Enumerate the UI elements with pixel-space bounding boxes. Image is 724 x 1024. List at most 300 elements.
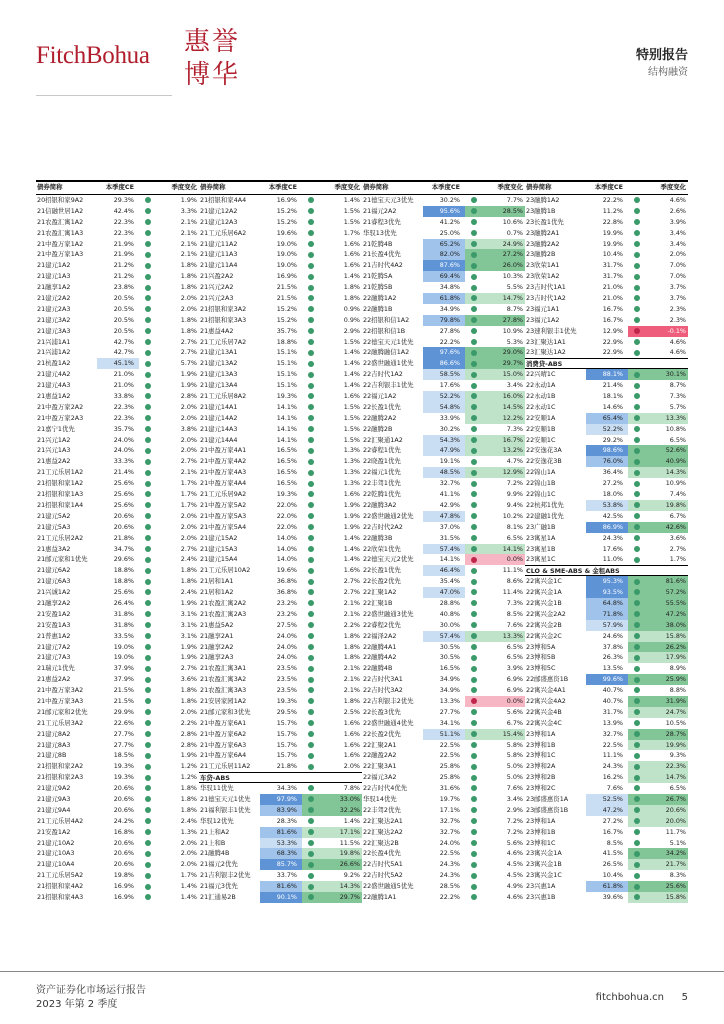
change-text: 8.3% [669, 871, 686, 880]
change-text: 7.2% [506, 816, 523, 825]
change-text: 4.6% [669, 348, 686, 357]
ce-value: 24.0% [113, 435, 134, 444]
quarter-change-value [465, 827, 525, 838]
bond-name: 21招银和家2A2 [37, 762, 84, 771]
ce-value: 15.7% [276, 740, 297, 749]
bond-name: 21兴浦1A2 [37, 348, 71, 357]
change-text: 0.0% [506, 696, 523, 705]
change-text: 2.1% [180, 250, 197, 259]
bond-name: 21建元8A3 [37, 740, 71, 749]
up-indicator-icon [308, 274, 314, 280]
ce-value: 21.0% [602, 294, 623, 303]
ce-value: 10.4% [602, 871, 623, 880]
up-indicator-icon [308, 829, 314, 835]
ce-value: 20.5% [113, 294, 134, 303]
bond-name: 22寓兴金4B [526, 707, 562, 716]
bond-name: 22永动1C [526, 402, 556, 411]
ce-value: 42.5% [602, 511, 623, 520]
bond-name: 21兴元1A3 [37, 446, 71, 455]
ce-value: 22.2% [602, 196, 623, 204]
quarter-change-value [628, 260, 688, 271]
quarter-change-value [139, 718, 199, 729]
change-text: 3.4% [669, 239, 686, 248]
ce-value: 19.8% [113, 871, 134, 880]
up-indicator-icon [634, 481, 640, 487]
quarter-change-value [628, 380, 688, 391]
up-indicator-icon [145, 393, 151, 399]
quarter-change-value [139, 522, 199, 533]
change-text: 1.5% [343, 337, 360, 346]
quarter-change-value [139, 489, 199, 500]
table-row [36, 271, 688, 282]
bond-name: 22欣荣1优先 [363, 544, 401, 553]
ce-value [586, 358, 628, 369]
change-text: 5.0% [506, 773, 523, 782]
bond-name: 21福元2A2 [363, 206, 397, 215]
up-indicator-icon [308, 535, 314, 541]
up-indicator-icon [471, 731, 477, 737]
change-text: 2.8% [180, 729, 197, 738]
up-indicator-icon [145, 383, 151, 389]
change-text: 1.9% [180, 751, 197, 760]
quarter-change-value [628, 631, 688, 642]
table-row [36, 696, 688, 707]
quarter-change-value [302, 249, 362, 260]
bond-name: 21长盈4优先 [363, 250, 401, 259]
ce-value: 35.4% [439, 577, 460, 586]
bond-name: 22吉时代2A2 [363, 522, 403, 531]
ce-value: 15.1% [276, 359, 297, 368]
up-indicator-icon [471, 546, 477, 552]
quarter-change-value [628, 206, 688, 217]
quarter-change-value [302, 195, 362, 206]
ce-value: 21.5% [276, 283, 297, 292]
up-indicator-icon [308, 611, 314, 617]
ce-value: 19.1% [439, 457, 460, 466]
bond-name: 22吉时代3A2 [363, 686, 403, 695]
bond-name: 21建元12A2 [200, 206, 238, 215]
up-indicator-icon [471, 818, 477, 824]
up-indicator-icon [308, 372, 314, 378]
ce-value: 95.6% [423, 206, 465, 217]
up-indicator-icon [145, 197, 151, 203]
ce-value: 34.9% [439, 675, 460, 684]
change-text: 27.8% [502, 315, 523, 324]
ce-value: 27.7% [113, 740, 134, 749]
up-indicator-icon [308, 687, 314, 693]
quarter-change-value [465, 696, 525, 707]
change-text: 13.3% [665, 413, 686, 422]
change-text: 1.8% [343, 642, 360, 651]
ce-value: 19.3% [276, 696, 297, 705]
ce-value: 15.7% [276, 718, 297, 727]
bond-name: 22邮盛惠资1B [526, 675, 569, 684]
bond-name: 23寓星1B [526, 544, 556, 553]
ce-value: 33.8% [113, 392, 134, 401]
ce-value: 20.6% [113, 860, 134, 869]
change-text: 22.3% [665, 762, 686, 771]
quarter-change-value [302, 489, 362, 500]
table-row [36, 794, 688, 805]
bond-name: 21建元3A3 [37, 326, 71, 335]
quarter-change-value [302, 598, 362, 609]
ce-value: 15.1% [276, 348, 297, 357]
bond-name: 21建元14A1 [200, 402, 238, 411]
ce-value: 30.2% [439, 424, 460, 433]
up-indicator-icon [471, 894, 477, 900]
ce-value: 14.1% [276, 402, 297, 411]
change-text: 5.8% [506, 740, 523, 749]
change-text: 6.5% [506, 653, 523, 662]
bond-name: 23福元1A2 [526, 315, 560, 324]
change-text: 2.0% [180, 707, 197, 716]
ce-value: 97.9% [260, 794, 302, 805]
up-indicator-icon [471, 666, 477, 672]
change-text: 28.5% [502, 206, 523, 215]
up-indicator-icon [471, 796, 477, 802]
quarter-change-value [628, 413, 688, 424]
change-text: 13.3% [502, 631, 523, 640]
bond-name: 21吉时代4A2 [363, 261, 403, 270]
ce-value: 65.2% [423, 239, 465, 250]
quarter-change-value [628, 674, 688, 685]
quarter-change-value [139, 740, 199, 751]
up-indicator-icon [308, 862, 314, 868]
footer-website[interactable]: fitchbohua.cn [595, 992, 664, 1003]
report-type-title: 特别报告 [635, 48, 688, 63]
ce-value: 31.6% [439, 784, 460, 793]
ce-value: 19.3% [276, 392, 297, 401]
quarter-change-value [628, 783, 688, 794]
table-row [36, 206, 688, 217]
up-indicator-icon [308, 568, 314, 574]
change-text: 15.8% [665, 631, 686, 640]
quarter-change-value [302, 663, 362, 674]
change-text: 2.1% [343, 686, 360, 695]
ce-value: 47.2% [586, 805, 628, 816]
change-text: 1.9% [180, 370, 197, 379]
bond-name: 22盛世融通1优先 [363, 359, 414, 368]
bond-name: 22融腾4B [363, 664, 393, 673]
ce-value: 19.3% [113, 762, 134, 771]
ce-value: 61.8% [586, 881, 628, 892]
quarter-change-value [628, 805, 688, 816]
change-text: 1.8% [180, 315, 197, 324]
bond-name: 22盛世融通2优先 [363, 511, 414, 520]
bond-name: 22融腾融信1A2 [363, 348, 410, 357]
bond-name: 21建元13A2 [200, 359, 238, 368]
ce-value: 29.3% [113, 196, 134, 204]
up-indicator-icon [308, 491, 314, 497]
bond-name: 21招银和家2A3 [37, 773, 84, 782]
quarter-change-value [465, 533, 525, 544]
change-text: 13.2% [502, 446, 523, 455]
ce-value: 16.2% [602, 773, 623, 782]
bond-name: 22汇聚达2B [363, 838, 399, 847]
up-indicator-icon [145, 317, 151, 323]
up-indicator-icon [634, 742, 640, 748]
up-indicator-icon [634, 687, 640, 693]
change-text: 42.6% [665, 522, 686, 531]
table-row [36, 249, 688, 260]
ce-value: 25.6% [113, 490, 134, 499]
quarter-change-value [465, 848, 525, 859]
up-indicator-icon [308, 252, 314, 258]
quarter-change-value [465, 838, 525, 849]
bond-name: 23融腾2A2 [526, 239, 560, 248]
bond-name: 华驭11优先 [200, 784, 234, 793]
change-text: 1.9% [343, 500, 360, 509]
bond-name: 22丰驾2优先 [363, 805, 401, 814]
bond-name: 21招银和家1A4 [37, 500, 84, 509]
quarter-change-value [139, 881, 199, 892]
ce-value: 21.0% [113, 370, 134, 379]
bond-name: 22寓兴金2C [526, 631, 562, 640]
ce-value: 34.9% [439, 686, 460, 695]
bond-name: 21工元乐居1A2 [37, 468, 84, 477]
change-text: 8.7% [506, 304, 523, 313]
quarter-change-value [465, 816, 525, 827]
change-text: 1.3% [343, 479, 360, 488]
change-text: 1.6% [343, 490, 360, 499]
table-row [36, 293, 688, 304]
change-text: 2.0% [180, 522, 197, 531]
quarter-change-value [302, 565, 362, 576]
ce-value: 16.9% [113, 882, 134, 891]
ce-value: 21.8% [276, 762, 297, 771]
up-indicator-icon [634, 252, 640, 258]
quarter-change-value [302, 718, 362, 729]
ce-value: 76.0% [586, 456, 628, 467]
ce-value: 27.5% [276, 620, 297, 629]
table-row [36, 620, 688, 631]
quarter-change-value [628, 870, 688, 881]
bond-name: 21邮元家和3优先 [200, 707, 251, 716]
quarter-change-value [465, 337, 525, 348]
bond-name: 22长盈3优先 [363, 707, 401, 716]
ce-value: 65.4% [586, 413, 628, 424]
change-text: 1.8% [180, 805, 197, 814]
ce-value: 34.1% [439, 718, 460, 727]
quarter-change-value [139, 870, 199, 881]
up-indicator-icon [145, 622, 151, 628]
up-indicator-icon [634, 448, 640, 454]
up-indicator-icon [634, 644, 640, 650]
bond-name: 21建元13A4 [200, 381, 238, 390]
change-text: 4.7% [506, 457, 523, 466]
ce-value: 42.7% [113, 337, 134, 346]
change-text: 2.8% [180, 392, 197, 401]
quarter-change-value [302, 805, 362, 816]
ce-value: 48.5% [423, 467, 465, 478]
quarter-change-value [628, 565, 688, 576]
up-indicator-icon [145, 339, 151, 345]
up-indicator-icon [308, 285, 314, 291]
up-indicator-icon [145, 448, 151, 454]
up-indicator-icon [471, 785, 477, 791]
quarter-change-value [139, 707, 199, 718]
up-indicator-icon [308, 655, 314, 661]
quarter-change-value [628, 609, 688, 620]
up-indicator-icon [145, 328, 151, 334]
quarter-change-value [139, 413, 199, 424]
bond-name: 21招银和家4A4 [200, 196, 247, 204]
up-indicator-icon [471, 840, 477, 846]
up-indicator-icon [634, 393, 640, 399]
bond-name: 23博和1A [526, 729, 556, 738]
ce-value: 22.9% [602, 348, 623, 357]
ce-value: 21.4% [113, 468, 134, 477]
bond-name: 21建元10A3 [37, 849, 75, 858]
ce-value: 28.8% [439, 598, 460, 607]
quarter-change-value [628, 620, 688, 631]
bond-name: 21建元1A2 [37, 261, 71, 270]
section-heading: 车贷-ABS [199, 772, 260, 783]
bond-name: 21建元6A2 [37, 566, 71, 575]
footer-period: 2023 年第 2 季度 [36, 999, 118, 1010]
up-indicator-icon [634, 884, 640, 890]
ce-value: 20.6% [113, 805, 134, 814]
up-indicator-icon [145, 219, 151, 225]
bond-name: 22融盈2A2 [363, 751, 397, 760]
up-indicator-icon [308, 502, 314, 508]
up-indicator-icon [471, 404, 477, 410]
change-text: 2.0% [180, 849, 197, 858]
quarter-change-value [302, 652, 362, 663]
table-row [36, 228, 688, 239]
quarter-change-value [302, 304, 362, 315]
bond-name: 22寓兴金1B [526, 598, 562, 607]
bond-name: 21福利银丰1优先 [200, 805, 251, 814]
up-indicator-icon [471, 568, 477, 574]
bond-name: 22招银和信1A2 [363, 315, 410, 324]
change-text: 26.2% [665, 642, 686, 651]
ce-value: 17.6% [602, 544, 623, 553]
ce-value: 34.8% [439, 283, 460, 292]
quarter-change-value [465, 674, 525, 685]
bond-name: 华驭14优先 [363, 794, 397, 803]
ce-value: 11.1% [602, 751, 623, 760]
quarter-change-value [302, 402, 362, 413]
up-indicator-icon [471, 415, 477, 421]
ce-value: 40.7% [602, 696, 623, 705]
up-indicator-icon [634, 437, 640, 443]
bond-name: 23寓兴金1C [526, 871, 562, 880]
change-text: 1.4% [343, 381, 360, 390]
up-indicator-icon [634, 731, 640, 737]
quarter-change-value [302, 783, 362, 794]
quarter-change-value [465, 620, 525, 631]
bond-name: 22寓兴金2B [526, 620, 562, 629]
ce-value: 23.5% [276, 675, 297, 684]
ce-value: 19.6% [276, 228, 297, 237]
change-text: 4.9% [506, 882, 523, 891]
ce-value: 20.6% [113, 849, 134, 858]
ce-value: 14.1% [276, 413, 297, 422]
bond-name: 22汇聚3A1 [363, 762, 397, 771]
up-indicator-icon [471, 459, 477, 465]
change-text: 1.6% [343, 239, 360, 248]
ce-value: 15.2% [276, 304, 297, 313]
quarter-change-value [465, 260, 525, 271]
quarter-change-value [628, 271, 688, 282]
quarter-change-value [139, 358, 199, 369]
bond-name: 21上和B [200, 838, 226, 847]
ce-value: 71.8% [586, 609, 628, 620]
ce-value: 21.9% [113, 250, 134, 259]
ce-value: 13.9% [602, 718, 623, 727]
quarter-change-value [302, 838, 362, 849]
change-text: 1.3% [180, 827, 197, 836]
up-indicator-icon [634, 557, 640, 563]
quarter-change-value [139, 565, 199, 576]
change-text: 21.7% [665, 860, 686, 869]
change-text: 7.8% [343, 784, 360, 793]
change-text: 1.5% [343, 206, 360, 215]
ce-value: 15.2% [276, 217, 297, 226]
up-indicator-icon [308, 873, 314, 879]
table-row [36, 783, 688, 794]
table-row [36, 740, 688, 751]
bond-name: 21工元乐居11A2 [200, 762, 251, 771]
ce-value: 21.2% [113, 261, 134, 270]
bond-name: 21中盈万家5A4 [200, 522, 247, 531]
quarter-change-value [302, 707, 362, 718]
up-indicator-icon [308, 437, 314, 443]
table-row [36, 642, 688, 653]
change-text: 26.7% [665, 794, 686, 803]
ce-value: 29.5% [276, 707, 297, 716]
change-text: 6.5% [669, 784, 686, 793]
bond-name: 21睿程3优先 [363, 217, 401, 226]
change-text: 1.8% [180, 696, 197, 705]
change-text: 5.6% [506, 707, 523, 716]
quarter-change-value [302, 522, 362, 533]
up-indicator-icon [471, 644, 477, 650]
bond-name: 22寓兴金1C [526, 577, 562, 586]
quarter-change-value [465, 206, 525, 217]
change-text: 47.2% [665, 609, 686, 618]
quarter-change-value [465, 467, 525, 478]
change-text: 2.6% [669, 206, 686, 215]
change-text: 1.3% [343, 457, 360, 466]
table-row [36, 848, 688, 859]
quarter-change-value [139, 794, 199, 805]
ce-value: 31.8% [113, 609, 134, 618]
ce-value: 23.5% [276, 686, 297, 695]
ce-value: 81.6% [260, 827, 302, 838]
change-text: 2.1% [343, 664, 360, 673]
change-text: 6.9% [506, 686, 523, 695]
quarter-change-value [139, 239, 199, 250]
table-row [36, 707, 688, 718]
quarter-change-value [628, 326, 688, 337]
ce-value: 16.7% [602, 315, 623, 324]
up-indicator-icon [145, 720, 151, 726]
quarter-change-value [139, 685, 199, 696]
ce-value: 30.5% [439, 653, 460, 662]
up-indicator-icon [145, 295, 151, 301]
up-indicator-icon [634, 862, 640, 868]
bond-name: 22寓兴金4A2 [526, 696, 566, 705]
bond-name: 21招银和家1A3 [37, 490, 84, 499]
bond-name: 21建元5A2 [37, 511, 71, 520]
bond-name: 21农盈汇寓3A3 [200, 686, 247, 695]
up-indicator-icon [634, 350, 640, 356]
table-row [36, 467, 688, 478]
up-indicator-icon [308, 513, 314, 519]
ce-value: 57.9% [586, 620, 628, 631]
